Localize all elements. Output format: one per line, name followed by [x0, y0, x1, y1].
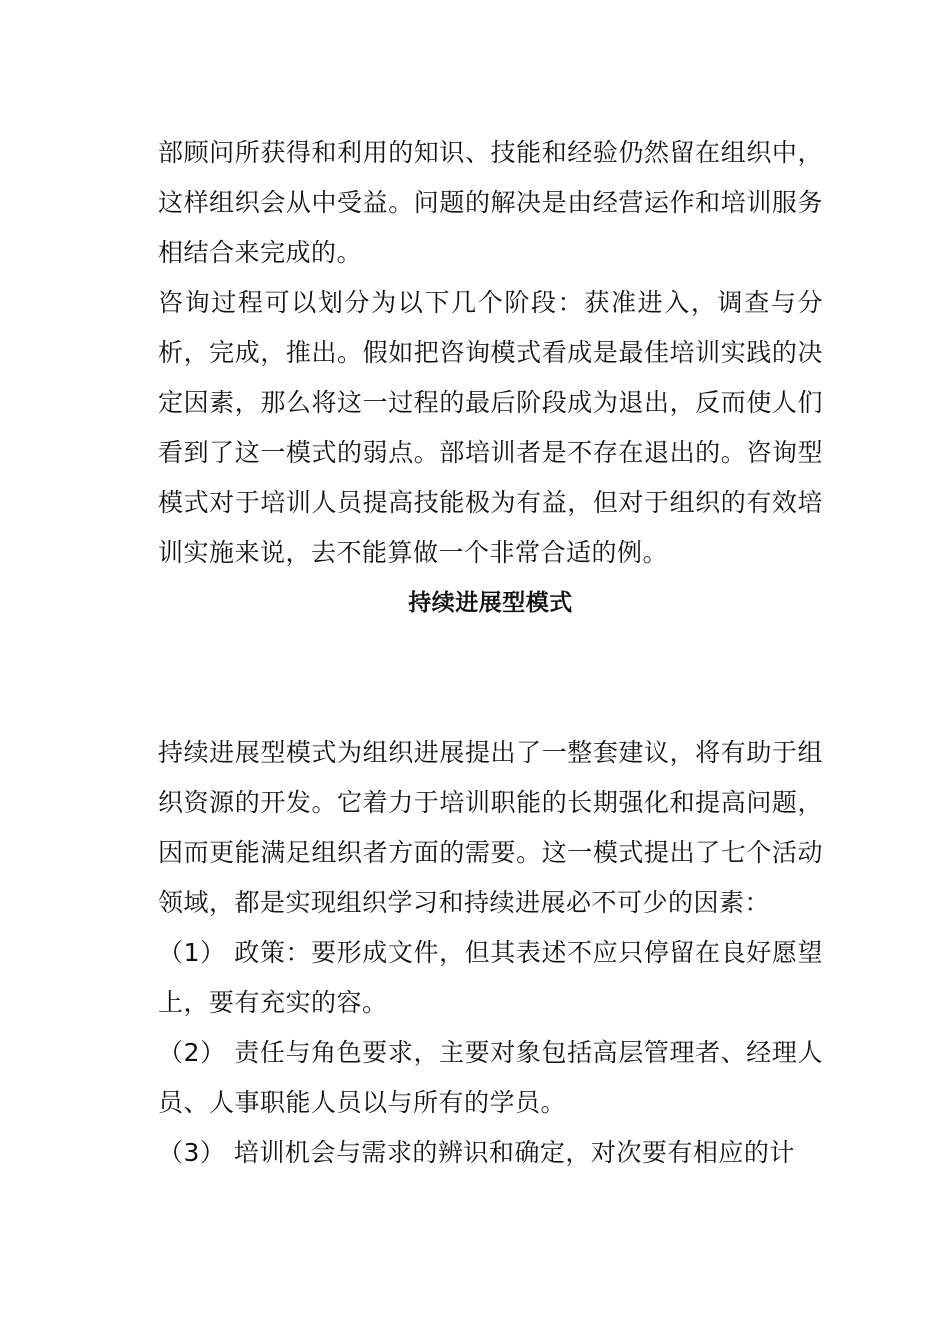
paragraph-consulting-process: 咨询过程可以划分为以下几个阶段：获准进入，调查与分析，完成，推出。假如把咨询模式看成是最佳培训实践的决定因素，那么将这一过程的最后阶段成为退出，反而使人们看到了这一模式的弱点。部培训者是不存在退出的。咨询型模式对于培训人员提高技能极为有益，但对于组织的有效培训实施来说，去不能算做一个非常合适的例。 — [158, 288, 823, 567]
section-heading: 持续进展型模式 — [408, 590, 573, 616]
list-item-training-needs: （3） 培训机会与需求的辨识和确定，对次要有相应的计 — [158, 1138, 795, 1167]
list-item-responsibility: （2） 责任与角色要求，主要对象包括高层管理者、经理人员、人事职能人员以与所有的学员。 — [158, 1038, 823, 1117]
paragraph-continuous-model: 持续进展型模式为组织进展提出了一整套建议，将有助于组织资源的开发。它着力于培训职能的长期强化和提高问题，因而更能满足组织者方面的需要。这一模式提出了七个活动领域，都是实现组织学习和持续进展必不可少的因素： — [158, 738, 823, 917]
heading-spacer — [158, 628, 823, 728]
list-item-policy: （1） 政策：要形成文件，但其表述不应只停留在良好愿望上，要有充实的容。 — [158, 938, 823, 1017]
document-body — [158, 128, 823, 1178]
paragraph-consultant-knowledge: 部顾问所获得和利用的知识、技能和经验仍然留在组织中，这样组织会从中受益。问题的解决是由经营运作和培训服务相结合来完成的。 — [158, 138, 823, 267]
